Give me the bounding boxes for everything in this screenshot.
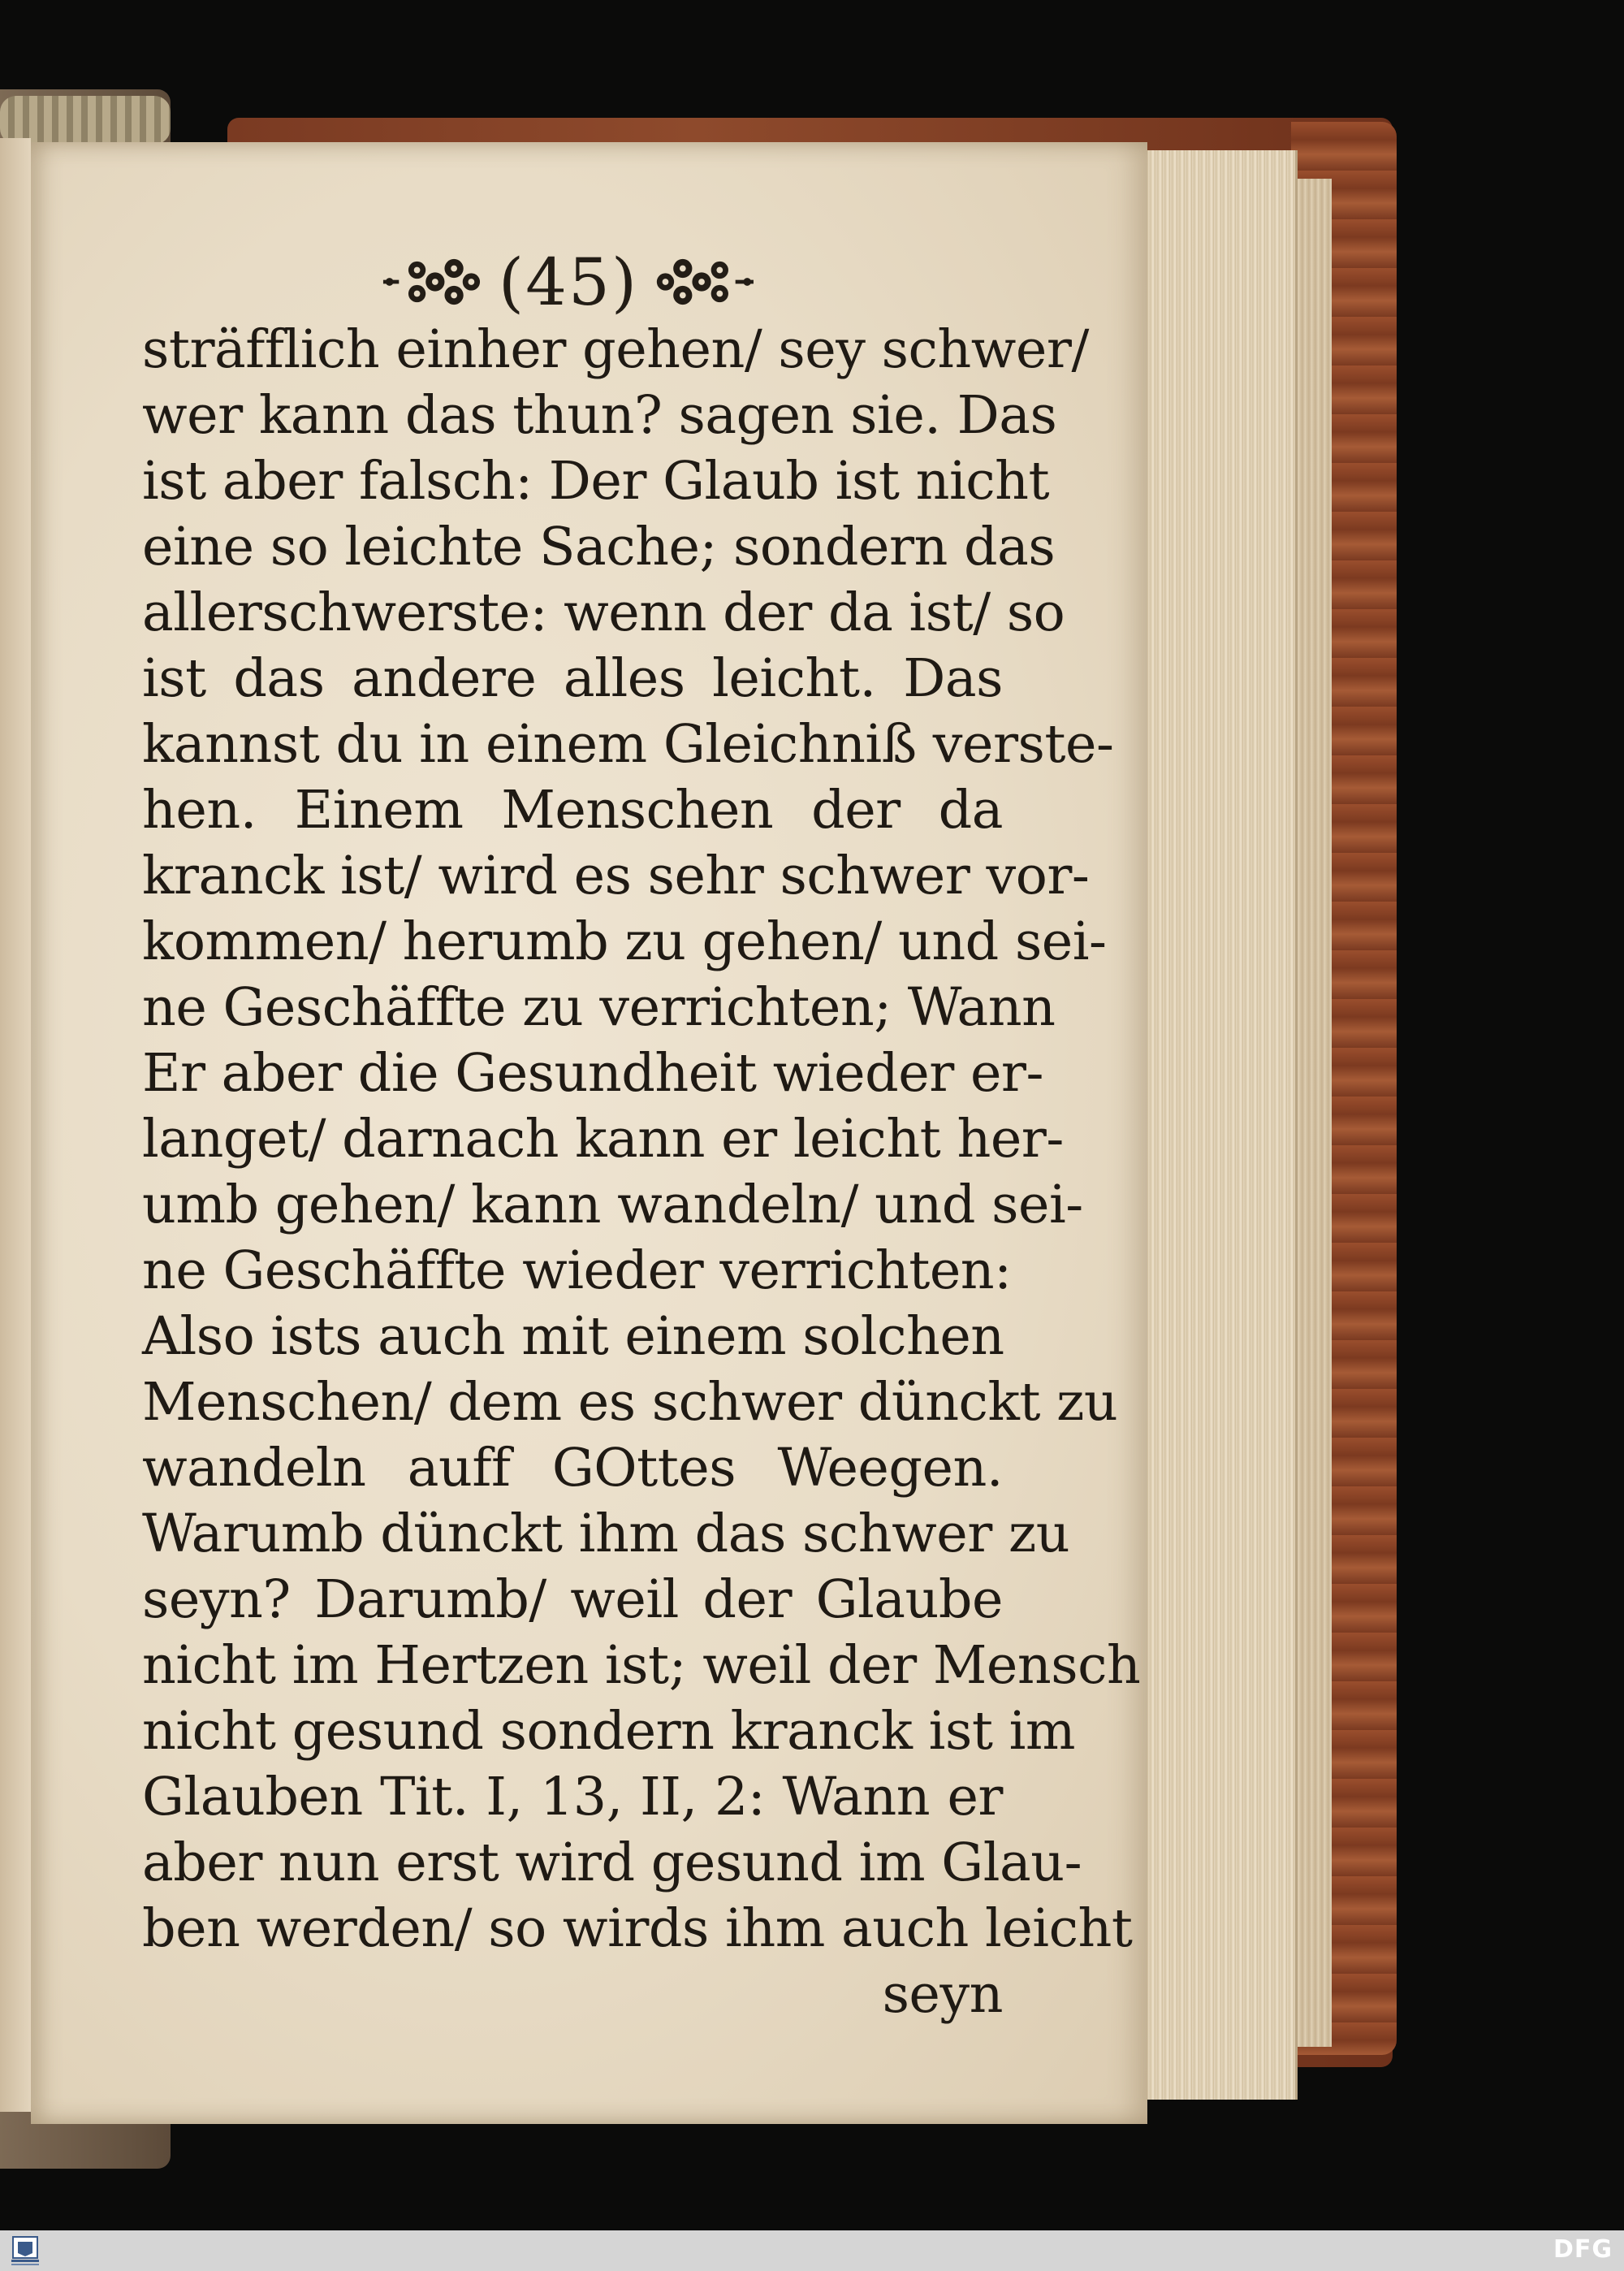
- text-line: aber nun erst wird gesund im Glau-: [142, 1832, 1082, 1893]
- text-line: wandeln auff GOttes Weegen.: [142, 1438, 1003, 1499]
- left-ornament-icon: [382, 245, 484, 318]
- text-line: kranck ist/ wird es sehr schwer vor-: [142, 846, 1090, 906]
- text-line: nicht im Hertzen ist; weil der Mensch: [142, 1635, 1141, 1696]
- text-line: wer kann das thun? sagen sie. Das: [142, 385, 1057, 446]
- page-text: [142, 317, 1141, 2025]
- text-line: kommen/ herumb zu gehen/ und sei-: [142, 911, 1107, 972]
- catchword: seyn: [882, 1964, 1003, 2025]
- text-line: Warumb dünckt ihm das schwer zu: [142, 1503, 1070, 1564]
- spine-headband: [0, 96, 171, 145]
- page-header: [382, 237, 755, 327]
- page-number: (45): [498, 244, 639, 320]
- text-line: langet/ darnach kann er leicht her-: [142, 1109, 1064, 1170]
- text-line: ne Geschäffte wieder verrichten:: [142, 1240, 1012, 1301]
- text-line: kannst du in einem Gleichniß verste-: [142, 714, 1114, 775]
- text-line: ne Geschäffte zu verrichten; Wann: [142, 977, 1056, 1038]
- text-line: seyn? Darumb/ weil der Glaube: [142, 1569, 1003, 1630]
- right-ornament-icon: [653, 245, 755, 318]
- text-line: umb gehen/ kann wandeln/ und sei-: [142, 1174, 1083, 1235]
- page-edges: [1141, 150, 1298, 2100]
- viewer-footer: [0, 2230, 1624, 2271]
- text-line: Er aber die Gesundheit wieder er-: [142, 1043, 1043, 1104]
- text-line: ist aber falsch: Der Glaub ist nicht: [142, 451, 1050, 512]
- left-page-sliver: [0, 138, 31, 2112]
- text-line: nicht gesund sondern kranck ist im: [142, 1701, 1076, 1762]
- text-line: hen. Einem Menschen der da: [142, 780, 1003, 841]
- library-crest-icon: [6, 2234, 44, 2268]
- text-line: allerschwerste: wenn der da ist/ so: [142, 582, 1065, 643]
- dfg-logo: DFG: [1553, 2235, 1613, 2264]
- text-line: Also ists auch mit einem solchen: [142, 1306, 1004, 1367]
- text-line: Menschen/ dem es schwer dünckt zu: [142, 1372, 1118, 1433]
- text-line: Glauben Tit. I, 13, II, 2: Wann er: [142, 1767, 1003, 1828]
- text-line: eine so leichte Sache; sondern das: [142, 517, 1056, 577]
- text-line: ist das andere alles leicht. Das: [142, 648, 1003, 709]
- text-line: sträfflich einher gehen/ sey schwer/: [142, 319, 1089, 380]
- text-line: ben werden/ so wirds ihm auch leicht: [142, 1898, 1133, 1959]
